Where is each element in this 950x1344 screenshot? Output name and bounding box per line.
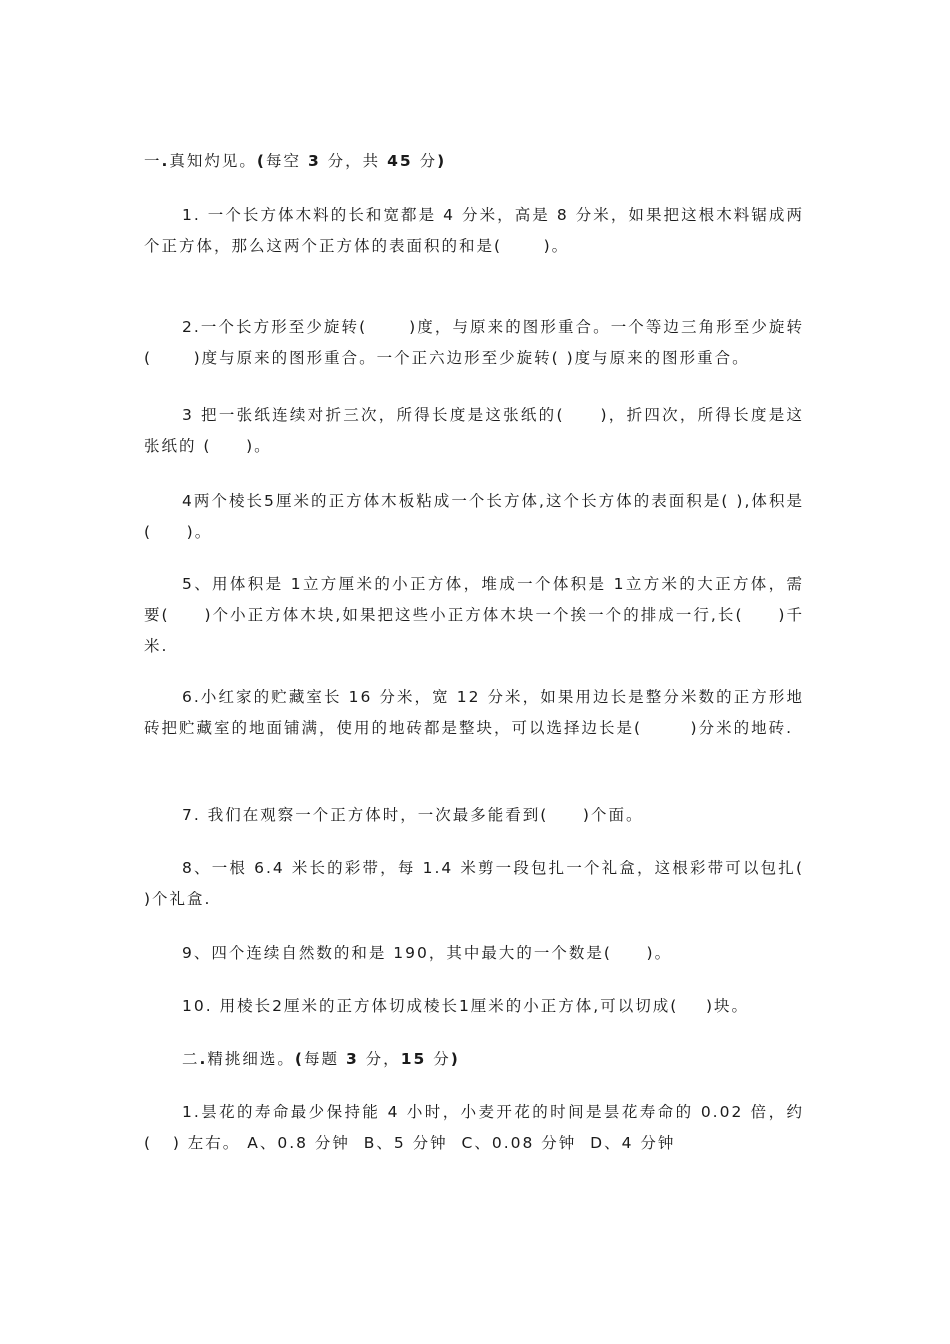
question-6: 6.小红家的贮藏室长 16 分米，宽 12 分米，如果用边长是整分米数的正方形地砖把贮藏室的地面铺满，使用的地砖都是整块，可以选择边长是( )分米的地砖. bbox=[144, 688, 804, 737]
section-2-score-text-3: 分 bbox=[426, 1050, 451, 1068]
question-7: 7. 我们在观察一个正方体时，一次最多能看到( )个面。 bbox=[182, 806, 644, 824]
section-2-paren-close: ) bbox=[450, 1050, 460, 1068]
section-2-heading bbox=[144, 1044, 804, 1075]
section-1-title: 真知灼见。 bbox=[169, 152, 257, 170]
question-2: 2.一个长方形至少旋转( )度，与原来的图形重合。一个等边三角形至少旋转( )度与原来的图形重合。一个正六边形至少旋转( )度与原来的图形重合。 bbox=[144, 318, 804, 367]
section-1-dot: . bbox=[161, 152, 170, 170]
question-4: 4两个棱长5厘米的正方体木板粘成一个长方体,这个长方体的表面积是( ),体积是( )。 bbox=[144, 492, 804, 541]
section-1-score-text-3: 分 bbox=[412, 152, 438, 170]
section-1-points-per-blank: 3 bbox=[307, 152, 321, 170]
question-8: 8、一根 6.4 米长的彩带，每 1.4 米剪一段包扎一个礼盒，这根彩带可以包扎( )个礼盒. bbox=[144, 859, 839, 908]
choice-question-1: 1.昙花的寿命最少保持能 4 小时，小麦开花的时间是昙花寿命的 0.02 倍，约 ( ) 左右。 A、0.8 分钟 B、5 分钟 C、0.08 分钟 D、4 分钟 bbox=[144, 1103, 811, 1152]
section-1-total-points: 45 bbox=[387, 152, 413, 170]
question-3: 3 把一张纸连续对折三次，所得长度是这张纸的( )，折四次，所得长度是这张纸的 ( )。 bbox=[144, 406, 804, 455]
section-1-score-text: 每空 bbox=[266, 152, 308, 170]
section-1-heading bbox=[144, 146, 804, 177]
question-10: 10. 用棱长2厘米的正方体切成棱长1厘米的小正方体,可以切成( )块。 bbox=[182, 997, 750, 1015]
section-1-paren-open: ( bbox=[256, 152, 267, 170]
section-2-total-points: 15 bbox=[400, 1050, 427, 1068]
section-2-number: 二 bbox=[182, 1050, 200, 1068]
section-2-paren-open: ( bbox=[294, 1050, 305, 1068]
question-5: 5、用体积是 1立方厘米的小正方体，堆成一个体积是 1立方米的大正方体，需要( )个小正方体木块,如果把这些小正方体木块一个挨一个的排成一行,长( )千米. bbox=[144, 575, 804, 655]
section-1-number: 一 bbox=[144, 152, 162, 170]
section-1-paren-close: ) bbox=[437, 152, 447, 170]
section-2-score-text-2: 分， bbox=[358, 1050, 401, 1068]
section-1-score-text-2: 分，共 bbox=[320, 152, 388, 170]
section-2-dot: . bbox=[199, 1050, 208, 1068]
question-1: 1. 一个长方体木料的长和宽都是 4 分米，高是 8 分米，如果把这根木料锯成两个正方体，那么这两个正方体的表面积的和是( )。 bbox=[144, 206, 804, 255]
section-2-score-text: 每题 bbox=[304, 1050, 346, 1068]
question-9: 9、四个连续自然数的和是 190，其中最大的一个数是( )。 bbox=[182, 944, 673, 962]
section-2-points-per-question: 3 bbox=[345, 1050, 359, 1068]
section-2-title: 精挑细选。 bbox=[207, 1050, 295, 1068]
